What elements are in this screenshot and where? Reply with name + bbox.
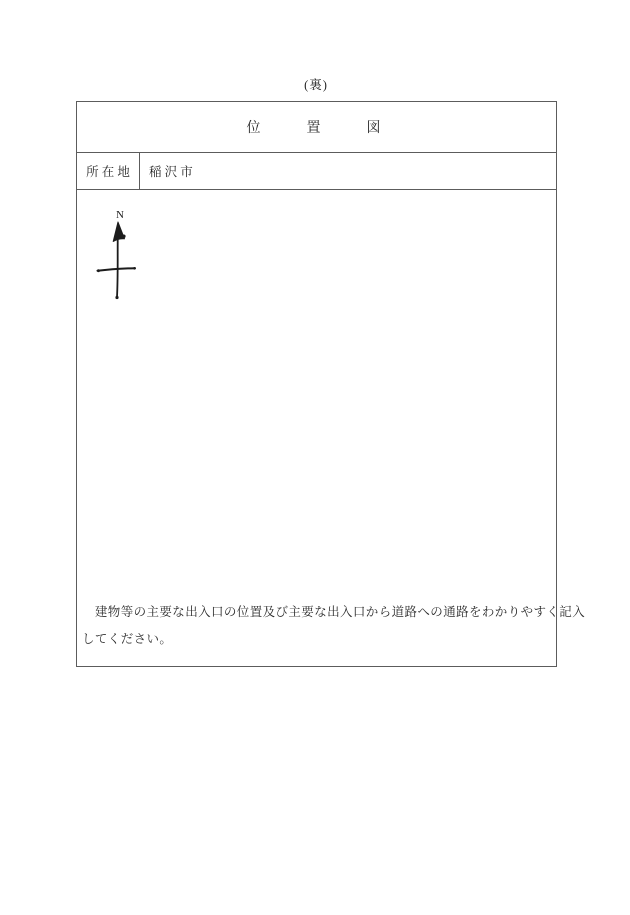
map-drawing-area xyxy=(77,190,586,666)
north-label: N xyxy=(116,209,124,221)
form-title: 位 置 図 xyxy=(246,121,387,136)
address-label: 所 在 地 xyxy=(86,165,130,179)
address-value: 稲 沢 市 xyxy=(149,165,193,179)
north-arrow-icon xyxy=(77,190,157,310)
instruction-note xyxy=(82,599,586,653)
address-label-cell xyxy=(77,153,140,189)
note-line-2: してください。 xyxy=(82,632,173,646)
note-line-1: 建物等の主要な出入口の位置及び主要な出入口から道路への通路をわかりやすく記入 xyxy=(82,605,586,619)
location-map-form xyxy=(76,101,586,667)
address-value-cell xyxy=(140,153,556,189)
page-side-label: (裏) xyxy=(304,78,328,92)
address-row xyxy=(77,153,556,190)
form-title-row xyxy=(77,102,556,153)
north-arrow xyxy=(77,190,157,310)
